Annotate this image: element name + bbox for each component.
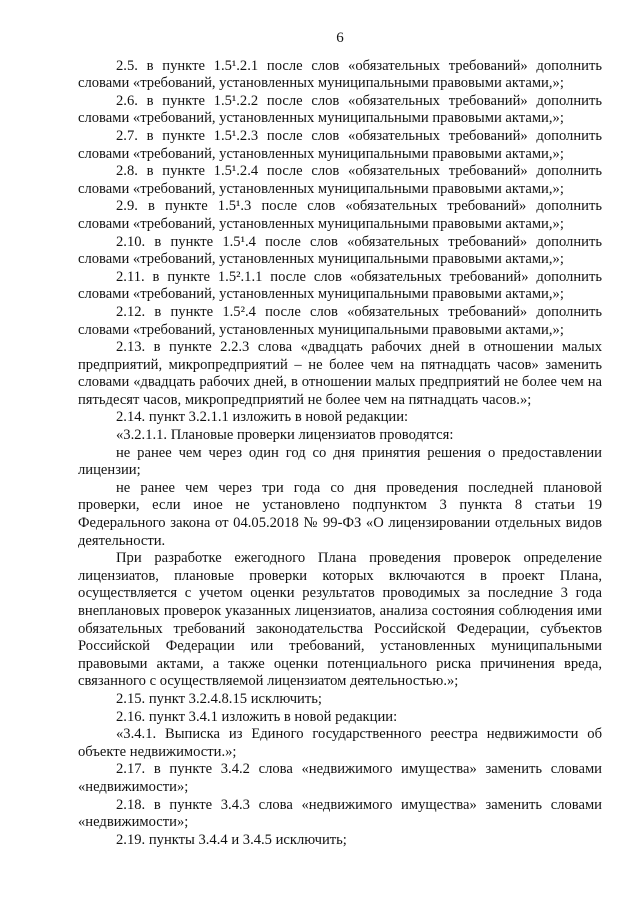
paragraph-condition-1: не ранее чем через один год со дня принятия решения о предоставлении лицензии; [78,444,602,479]
paragraph-2-13: 2.13. в пункте 2.2.3 слова «двадцать рабочих дней в отношении малых предприятий, микропредприятий – не более чем на пятнадцать часов» заменить словами «двадцать рабочих дней, в отношении малых предприятий не более чем на пятьдесят часов, микропредприятий не более чем на пятнадцать часов.»; [78,339,602,408]
paragraph-2-16: 2.16. пункт 3.4.1 изложить в новой редакции: [116,708,398,725]
paragraph-condition-2: не ранее чем через три года со дня проведения последней плановой проверки, если иное не установлено подпунктом 3 пункта 8 статьи 19 Федерального закона от 04.05.2018 № 99-ФЗ «О лицензировании отдельных видов деятельности. [78,479,602,549]
paragraph-2-18: 2.18. в пункте 3.4.3 слова «недвижимого имущества» заменить словами «недвижимости»; [78,796,602,831]
paragraph-2-10: 2.10. в пункте 1.5¹.4 после слов «обязательных требований» дополнить словами «требований, установленных муниципальными правовыми актами,»; [78,233,602,268]
paragraph-2-7: 2.7. в пункте 1.5¹.2.3 после слов «обязательных требований» дополнить словами «требований, установленных муниципальными правовыми актами,»; [78,127,602,162]
paragraph-plan: При разработке ежегодного Плана проведения проверок определение лицензиатов, плановые проверки которых включаются в проект Плана, осуществляется с учетом оценки результатов проводимых за последние 3 года внеплановых проверок указанных лицензиатов, анализа состояния соблюдения ими обязательных требований законодательства Российской Федерации, субъектов Российской Федерации или требований, установленных муниципальными правовыми актами, а также оценки потенциального риска причинения вреда, связанного с осуществляемой лицензиатом деятельностью.»; [78,550,602,690]
paragraph-2-17: 2.17. в пункте 3.4.2 слова «недвижимого имущества» заменить словами «недвижимости»; [78,761,602,795]
paragraph-2-5: 2.5. в пункте 1.5¹.2.1 после слов «обязательных требований» дополнить словами «требований, установленных муниципальными правовыми актами,»; [78,57,602,92]
paragraph-3-4-1: «3.4.1. Выписка из Единого государственного реестра недвижимости об объекте недвижимости.»; [78,726,602,760]
paragraph-2-12: 2.12. в пункте 1.5².4 после слов «обязательных требований» дополнить словами «требований, установленных муниципальными правовыми актами,»; [78,303,602,338]
paragraph-2-6: 2.6. в пункте 1.5¹.2.2 после слов «обязательных требований» дополнить словами «требований, установленных муниципальными правовыми актами,»; [78,92,602,127]
paragraph-3-2-1-1-heading: «3.2.1.1. Плановые проверки лицензиатов проводятся: [116,427,454,444]
paragraph-2-19: 2.19. пункты 3.4.4 и 3.4.5 исключить; [116,831,347,848]
paragraph-2-8: 2.8. в пункте 1.5¹.2.4 после слов «обязательных требований» дополнить словами «требований, установленных муниципальными правовыми актами,»; [78,163,602,197]
document-body [78,58,602,850]
paragraph-2-14: 2.14. пункт 3.2.1.1 изложить в новой редакции: [116,409,409,426]
page-number: 6 [336,30,344,46]
paragraph-2-15: 2.15. пункт 3.2.4.8.15 исключить; [116,690,322,707]
paragraph-2-11: 2.11. в пункте 1.5².1.1 после слов «обязательных требований» дополнить словами «требований, установленных муниципальными правовыми актами,»; [78,268,602,303]
paragraph-2-9: 2.9. в пункте 1.5¹.3 после слов «обязательных требований» дополнить словами «требований, установленных муниципальными правовыми актами,»; [78,198,602,232]
